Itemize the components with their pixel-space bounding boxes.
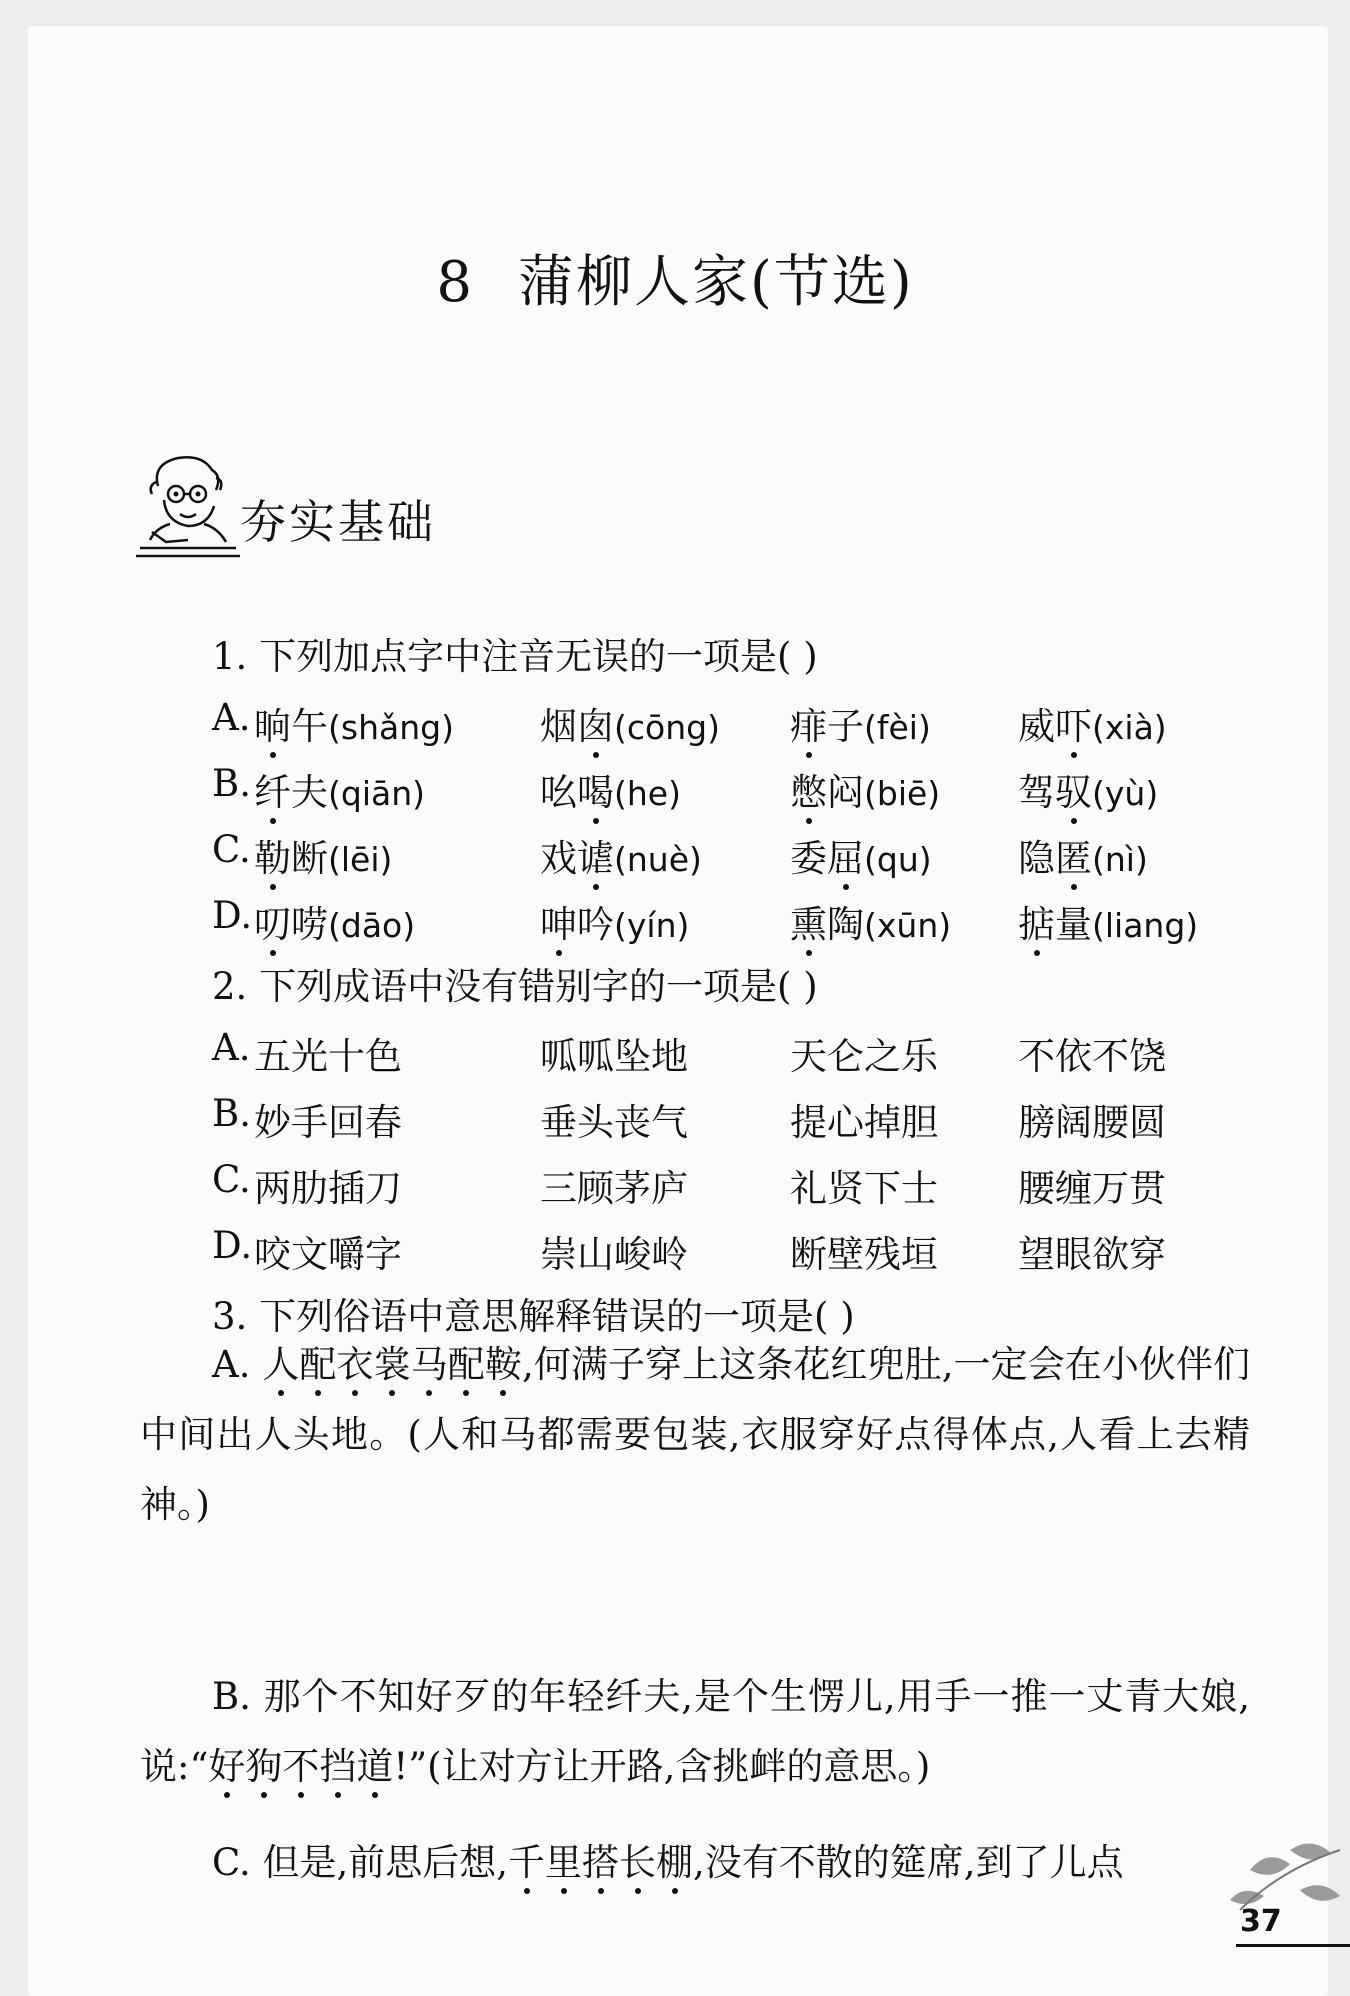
question-1-stem: 1. 下列加点字中注音无误的一项是( ) <box>212 635 818 678</box>
pinyin-item: 隐匿(nì) <box>1018 837 1148 880</box>
option-label: B. <box>212 1092 251 1135</box>
dotted-char: 驭 <box>1055 771 1092 814</box>
idiom-item: 妙手回春 <box>254 1101 402 1144</box>
dotted-char: 谑 <box>577 837 614 880</box>
pinyin-item: 晌午(shǎng) <box>254 705 454 748</box>
question-3-stem: 3. 下列俗语中意思解释错误的一项是( ) <box>212 1295 855 1338</box>
dotted-char: 屈 <box>827 837 864 880</box>
idiom-item: 呱呱坠地 <box>540 1035 688 1078</box>
option-label: D. <box>212 894 253 937</box>
idiom-item: 咬文嚼字 <box>254 1233 402 1276</box>
pinyin: (liang) <box>1092 906 1199 945</box>
pinyin-item: 吆喝(he) <box>540 771 681 814</box>
pinyin: (yù) <box>1092 774 1159 813</box>
idiom-item: 垂头丧气 <box>540 1101 688 1144</box>
dotted-char: 勒 <box>254 837 291 880</box>
pinyin-item: 憋闷(biē) <box>790 771 941 814</box>
pinyin: (yín) <box>614 906 690 945</box>
pinyin: (qiān) <box>328 774 426 813</box>
idiom-item: 五光十色 <box>254 1035 402 1078</box>
pinyin: (cōng) <box>614 708 720 747</box>
dotted-char: 晌 <box>254 705 291 748</box>
option-label: A. <box>212 696 251 739</box>
dotted-char: 掂 <box>1018 903 1055 946</box>
question-3-option-a: A. 人配衣裳马配鞍,何满子穿上这条花红兜肚,一定会在小伙伴们中间出人头地。(人和马都需要包装,衣服穿好点得体点,人看上去精神。) <box>140 1343 1251 1526</box>
lesson-title <box>0 238 1350 318</box>
dotted-char: 纤 <box>254 771 291 814</box>
pinyin: (xià) <box>1092 708 1167 747</box>
dotted-char: 叨 <box>254 903 291 946</box>
pinyin-item: 痱子(fèi) <box>790 705 931 748</box>
pinyin: (fèi) <box>864 708 931 747</box>
idiom-item: 腰缠万贯 <box>1018 1167 1166 1210</box>
section-title: 夯实基础 <box>240 495 436 549</box>
pinyin-item: 戏谑(nuè) <box>540 837 702 880</box>
dotted-char: 憋 <box>790 771 827 814</box>
pinyin-item: 呻吟(yín) <box>540 903 690 946</box>
lesson-number: 8 <box>436 250 474 315</box>
lesson-name: 蒲柳人家(节选) <box>517 250 914 315</box>
idiom-item: 不依不饶 <box>1018 1035 1166 1078</box>
option-label: D. <box>212 1224 253 1267</box>
idiom-item: 天仑之乐 <box>790 1035 938 1078</box>
dotted-char: 囱 <box>577 705 614 748</box>
pinyin-item: 叨唠(dāo) <box>254 903 416 946</box>
pinyin: (lēi) <box>328 840 393 879</box>
idiom-item: 望眼欲穿 <box>1018 1233 1166 1276</box>
dotted-char: 呻 <box>540 903 577 946</box>
dotted-phrase: 人配衣裳马配鞍 <box>262 1343 522 1386</box>
option-label: A. <box>212 1026 251 1069</box>
pinyin-item: 委屈(qu) <box>790 837 932 880</box>
pinyin: (shǎng) <box>328 708 454 747</box>
option-label: B. <box>212 762 251 805</box>
student-reading-icon <box>130 452 242 560</box>
pinyin: (dāo) <box>328 906 416 945</box>
option-label: C. <box>212 1158 251 1201</box>
dotted-char: 痱 <box>790 705 827 748</box>
pinyin-item: 威吓(xià) <box>1018 705 1167 748</box>
question-3-option-c: C. 但是,前思后想,千里搭长棚,没有不散的筵席,到了儿点 <box>212 1841 1124 1884</box>
pinyin-item: 驾驭(yù) <box>1018 771 1159 814</box>
idiom-item: 膀阔腰圆 <box>1018 1101 1166 1144</box>
idiom-item: 崇山峻岭 <box>540 1233 688 1276</box>
dotted-char: 吓 <box>1055 705 1092 748</box>
dotted-char: 匿 <box>1055 837 1092 880</box>
pinyin-item: 勒断(lēi) <box>254 837 393 880</box>
pinyin: (nuè) <box>614 840 702 879</box>
pinyin-item: 纤夫(qiān) <box>254 771 426 814</box>
dotted-char: 熏 <box>790 903 827 946</box>
option-label: C. <box>212 828 251 871</box>
dotted-char: 喝 <box>577 771 614 814</box>
question-3-option-b: B. 那个不知好歹的年轻纤夫,是个生愣儿,用手一推一丈青大娘,说:“好狗不挡道!”(让对方让开路,含挑衅的意思。) <box>140 1675 1250 1788</box>
pinyin: (biē) <box>864 774 941 813</box>
pinyin: (qu) <box>864 840 932 879</box>
dotted-phrase: 千里搭长棚 <box>508 1841 694 1884</box>
question-2-stem: 2. 下列成语中没有错别字的一项是( ) <box>212 965 818 1008</box>
pinyin: (nì) <box>1092 840 1148 879</box>
idiom-item: 两肋插刀 <box>254 1167 402 1210</box>
page-number-underline <box>1236 1944 1350 1947</box>
idiom-item: 提心掉胆 <box>790 1101 938 1144</box>
pinyin-item: 熏陶(xūn) <box>790 903 952 946</box>
idiom-item: 三顾茅庐 <box>540 1167 688 1210</box>
pinyin-item: 烟囱(cōng) <box>540 705 720 748</box>
pinyin-item: 掂量(liang) <box>1018 903 1199 946</box>
idiom-item: 断壁残垣 <box>790 1233 938 1276</box>
idiom-item: 礼贤下士 <box>790 1167 938 1210</box>
pinyin: (he) <box>614 774 681 813</box>
dotted-phrase: 好狗不挡道! <box>208 1745 409 1788</box>
page-number: 37 <box>1240 1904 1282 1939</box>
pinyin: (xūn) <box>864 906 952 945</box>
